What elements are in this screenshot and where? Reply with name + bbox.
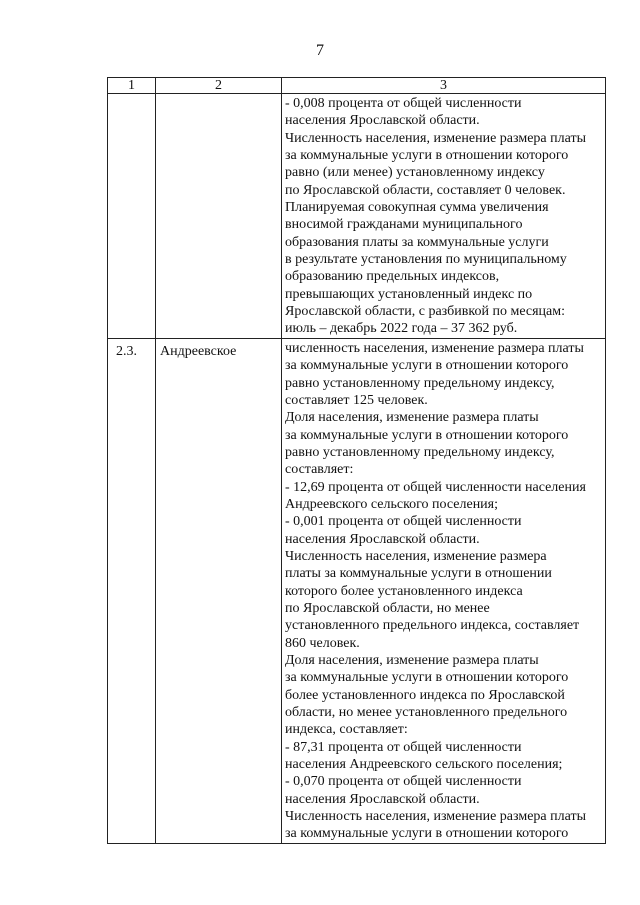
row-name-cell: Андреевское (156, 338, 282, 843)
content-line: - 0,001 процента от общей численности (285, 514, 522, 530)
header-cell-2: 2 (156, 78, 282, 94)
table-header-row (108, 78, 606, 94)
content-line: Доля населения, изменение размера платы (285, 410, 539, 426)
content-line: Численность населения, изменение размера платы (285, 809, 586, 825)
content-line: составляет: (285, 462, 354, 478)
content-line: за коммунальные услуги в отношении которого (285, 670, 569, 686)
row-number-cell: 2.3. (108, 338, 156, 843)
content-line: вносимой гражданами муниципального (285, 217, 523, 233)
content-line: 860 человек. (285, 635, 360, 651)
row-number-cell (108, 94, 156, 339)
table-row (108, 338, 606, 843)
content-line: равно установленному предельному индексу, (285, 375, 555, 391)
content-line: по Ярославской области, составляет 0 человек. (285, 182, 566, 198)
content-line: более установленного индекса по Ярославской (285, 687, 565, 703)
content-line: июль – декабрь 2022 года – 37 362 руб. (285, 321, 518, 337)
content-line: Доля населения, изменение размера платы (285, 653, 539, 668)
header-cell-3: 3 (282, 78, 606, 94)
content-line: установленного предельного индекса, составляет (285, 618, 580, 634)
content-line: которого более установленного индекса (285, 583, 523, 599)
content-line: - 87,31 процента от общей численности (285, 739, 522, 755)
content-line: численность населения, изменение размера платы (285, 340, 584, 356)
row-name-cell (156, 94, 282, 339)
content-line: - 12,69 процента от общей численности населения (285, 479, 586, 495)
content-line: Планируемая совокупная сумма увеличения (285, 200, 549, 216)
content-line: равно (или менее) установленному индексу (285, 165, 545, 181)
content-line: по Ярославской области, но менее (285, 600, 490, 616)
content-line: равно установленному предельному индексу, (285, 444, 555, 460)
content-line: за коммунальные услуги в отношении которого (285, 427, 569, 443)
content-line: превышающих установленный индекс по (285, 286, 533, 302)
content-line: индекса, составляет: (285, 722, 408, 738)
content-line: населения Ярославской области. (285, 113, 480, 129)
content-line: образованию предельных индексов, (285, 269, 500, 285)
content-line: в результате установления по муниципальному (285, 252, 567, 268)
content-line: - 0,008 процента от общей численности (285, 96, 522, 111)
content-line: за коммунальные услуги в отношении которого (285, 358, 569, 374)
row-content-cell (282, 338, 606, 843)
content-line: Численность населения, изменение размера платы (285, 130, 586, 146)
content-line: за коммунальные услуги в отношении которого (285, 148, 569, 164)
content-line: составляет 125 человек. (285, 392, 428, 408)
content-line: населения Андреевского сельского поселения; (285, 757, 563, 773)
table-row (108, 94, 606, 339)
header-cell-1: 1 (108, 78, 156, 94)
content-line: платы за коммунальные услуги в отношении (285, 566, 552, 582)
content-line: - 0,070 процента от общей численности (285, 774, 522, 790)
content-line: Андреевского сельского поселения; (285, 496, 499, 512)
data-table (107, 77, 606, 844)
content-line: Численность населения, изменение размера (285, 548, 547, 564)
content-line: области, но менее установленного предельного (285, 705, 568, 721)
content-line: населения Ярославской области. (285, 531, 480, 547)
content-line: образования платы за коммунальные услуги (285, 234, 549, 250)
row-content-cell (282, 94, 606, 339)
page-number: 7 (316, 42, 324, 59)
content-line: Ярославской области, с разбивкой по месяцам: (285, 304, 566, 320)
content-line: за коммунальные услуги в отношении которого (285, 826, 569, 842)
content-line: населения Ярославской области. (285, 791, 480, 807)
